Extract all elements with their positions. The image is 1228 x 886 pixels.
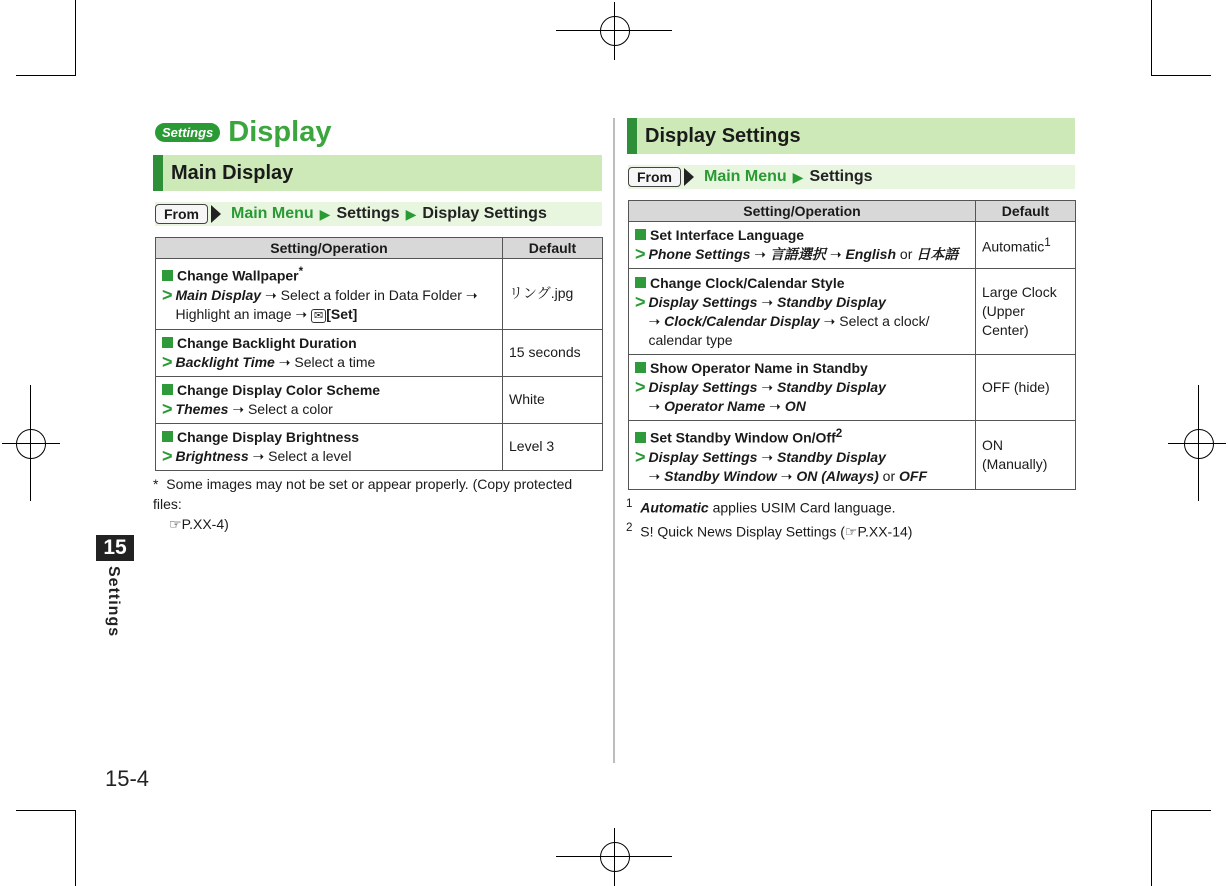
section-heading-main-display bbox=[153, 155, 602, 191]
step-text: Standby Display bbox=[776, 448, 886, 465]
section-bar bbox=[627, 118, 637, 154]
footnote-reference: P.XX-4) bbox=[181, 516, 229, 532]
chapter-label: Settings bbox=[105, 566, 122, 638]
registration-mark bbox=[1184, 429, 1214, 459]
section-title: Main Display bbox=[171, 161, 294, 184]
default-cell: ON (Manually) bbox=[976, 421, 1076, 490]
crop-mark bbox=[16, 810, 76, 811]
square-bullet-icon bbox=[635, 432, 646, 443]
from-path bbox=[155, 202, 602, 226]
operation-cell: Set Standby Window On/Off$^2$ > Display Settings ➝ Standby Display ➝ Standby Window ➝ ON (Always) or OFF bbox=[629, 421, 976, 490]
crop-mark bbox=[75, 810, 76, 886]
step-text: Standby Display bbox=[776, 293, 886, 310]
step-text: Select a color bbox=[247, 400, 333, 417]
from-path bbox=[628, 165, 1075, 189]
footnote-mark: 2 bbox=[835, 427, 843, 440]
crop-mark bbox=[75, 0, 76, 76]
table-row bbox=[156, 423, 603, 470]
square-bullet-icon bbox=[635, 362, 646, 373]
square-bullet-icon bbox=[162, 384, 173, 395]
triangle-right-icon: ▶ bbox=[405, 205, 417, 222]
registration-mark bbox=[600, 842, 630, 872]
footnote bbox=[153, 474, 603, 534]
square-bullet-icon bbox=[635, 229, 646, 240]
step-text: Select a level bbox=[268, 447, 352, 464]
footnote-bold: Automatic bbox=[640, 499, 709, 516]
table-row bbox=[629, 421, 1076, 490]
chapter-number: 15 bbox=[96, 535, 134, 561]
step-text: ON (Always) bbox=[796, 467, 879, 484]
step-text: 言語選択 bbox=[769, 246, 826, 262]
step-text: Standby Window bbox=[664, 467, 777, 484]
path-settings: Settings bbox=[809, 168, 873, 185]
step-text: Backlight Time bbox=[175, 353, 275, 370]
footnote-text: Some images may not be set or appear properly. (Copy protected files: bbox=[153, 476, 573, 512]
step-text: or bbox=[882, 467, 896, 484]
chevron-right-icon: > bbox=[162, 351, 173, 372]
step-text: Display Settings bbox=[648, 379, 758, 395]
step-text: Highlight an image bbox=[175, 305, 292, 322]
crop-mark bbox=[1151, 0, 1152, 76]
step-text: 日本語 bbox=[916, 246, 959, 262]
chevron-right-icon: > bbox=[162, 284, 173, 305]
square-bullet-icon bbox=[635, 277, 646, 288]
operation-title: Change Backlight Duration bbox=[177, 334, 357, 351]
step-text: Select a time bbox=[294, 353, 376, 370]
registration-mark bbox=[600, 16, 630, 46]
path-main-menu: Main Menu bbox=[231, 205, 314, 222]
footnote-mark: * bbox=[153, 476, 159, 492]
table-row bbox=[629, 355, 1076, 421]
default-cell: White bbox=[503, 376, 603, 423]
chevron-right-icon: > bbox=[162, 398, 173, 419]
arrow-right-icon bbox=[684, 168, 694, 186]
step-text: or bbox=[899, 246, 913, 262]
square-bullet-icon bbox=[162, 270, 173, 281]
column-divider bbox=[613, 118, 615, 763]
step-text: Select a clock/ bbox=[839, 312, 930, 329]
table-row bbox=[629, 222, 1076, 269]
step-text: Display Settings bbox=[648, 448, 758, 465]
step-text: English bbox=[845, 246, 897, 262]
operation-cell: Change Clock/Calendar Style > Display Settings ➝ Standby Display ➝ Clock/Calendar Display ➝ Select a clock/ calendar type bbox=[629, 269, 976, 355]
chevron-right-icon: > bbox=[162, 445, 173, 466]
step-text: Themes bbox=[175, 400, 229, 417]
from-label: From bbox=[155, 204, 208, 224]
footnote-mark: 2 bbox=[626, 520, 633, 534]
step-text: Phone Settings bbox=[648, 246, 751, 262]
operation-title: Change Clock/Calendar Style bbox=[650, 274, 845, 291]
column-header-default: Default bbox=[503, 238, 603, 259]
triangle-right-icon: ▶ bbox=[792, 168, 804, 185]
chevron-right-icon: > bbox=[635, 291, 646, 312]
operation-title: Show Operator Name in Standby bbox=[650, 360, 868, 376]
footnote-mark: 1 bbox=[1044, 236, 1051, 250]
chevron-right-icon: > bbox=[635, 377, 646, 397]
settings-badge: Settings bbox=[155, 123, 220, 142]
step-text: Standby Display bbox=[776, 379, 886, 395]
operation-cell: Change Display Brightness > Brightness ➝ Select a level bbox=[156, 423, 503, 470]
operation-cell: Set Interface Language > Phone Settings ➝ 言語選択 ➝ English or 日本語 bbox=[629, 222, 976, 269]
step-text: Clock/Calendar Display bbox=[664, 312, 820, 329]
mail-key-icon: ✉ bbox=[311, 309, 326, 323]
operation-title: Change Wallpaper bbox=[177, 267, 299, 284]
crop-mark bbox=[1151, 75, 1211, 76]
table-row bbox=[156, 259, 603, 330]
default-cell: Level 3 bbox=[503, 423, 603, 470]
reference-icon: ☞ bbox=[169, 516, 182, 532]
page-header bbox=[155, 116, 331, 149]
chevron-right-icon: > bbox=[635, 244, 646, 264]
operation-cell: Change Display Color Scheme > Themes ➝ Select a color bbox=[156, 376, 503, 423]
path-display-settings: Display Settings bbox=[422, 205, 547, 222]
crop-mark bbox=[1151, 810, 1152, 886]
step-text: Select a folder in Data Folder bbox=[280, 286, 462, 303]
page-title: Display bbox=[228, 116, 332, 148]
triangle-right-icon: ▶ bbox=[319, 205, 331, 222]
operation-title: Change Display Color Scheme bbox=[177, 381, 381, 398]
default-cell: OFF (hide) bbox=[976, 355, 1076, 421]
default-cell: Large Clock (Upper Center) bbox=[976, 269, 1076, 355]
step-text: OFF bbox=[899, 467, 928, 484]
table-row bbox=[629, 269, 1076, 355]
default-cell bbox=[976, 222, 1076, 269]
operation-title: Change Display Brightness bbox=[177, 428, 360, 445]
path-settings: Settings bbox=[336, 205, 400, 222]
reference-icon: ☞ bbox=[844, 523, 858, 540]
column-header-operation: Setting/Operation bbox=[629, 201, 976, 222]
operation-cell: Change Wallpaper* > Main Display ➝ Select a folder in Data Folder ➝ Highlight an image ➝ ✉ [Set] bbox=[156, 259, 503, 330]
table-row bbox=[156, 329, 603, 376]
path-main-menu: Main Menu bbox=[704, 168, 787, 185]
arrow-right-icon bbox=[211, 205, 221, 223]
step-text: Operator Name bbox=[664, 398, 766, 414]
operation-cell: Change Backlight Duration > Backlight Time ➝ Select a time bbox=[156, 329, 503, 376]
default-cell: 15 seconds bbox=[503, 329, 603, 376]
footnotes bbox=[626, 494, 1076, 541]
chevron-right-icon: > bbox=[635, 446, 646, 467]
step-text: Main Display bbox=[175, 286, 262, 303]
table-row bbox=[156, 376, 603, 423]
section-title: Display Settings bbox=[645, 124, 801, 147]
step-text: calendar type bbox=[648, 331, 733, 348]
settings-table bbox=[628, 200, 1076, 490]
operation-title: Set Standby Window On/Off bbox=[650, 429, 836, 446]
crop-mark bbox=[1151, 810, 1211, 811]
footnote-text: S! Quick News Display Settings ( bbox=[640, 523, 845, 540]
default-cell: リング.jpg bbox=[503, 259, 603, 330]
footnote-mark: 1 bbox=[626, 497, 633, 510]
crop-mark bbox=[16, 75, 76, 76]
operation-cell: Show Operator Name in Standby > Display Settings ➝ Standby Display ➝ Operator Name ➝ ON bbox=[629, 355, 976, 421]
column-header-default: Default bbox=[976, 201, 1076, 222]
footnote-text: applies USIM Card language. bbox=[712, 499, 896, 516]
section-bar bbox=[153, 155, 163, 191]
square-bullet-icon bbox=[162, 431, 173, 442]
registration-mark bbox=[16, 429, 46, 459]
operation-title: Set Interface Language bbox=[650, 227, 805, 243]
default-value: Automatic bbox=[982, 238, 1045, 255]
footnote-mark: * bbox=[298, 265, 304, 278]
square-bullet-icon bbox=[162, 337, 173, 348]
column-header-operation: Setting/Operation bbox=[156, 238, 503, 259]
step-text: Display Settings bbox=[648, 293, 758, 310]
footnote-reference: P.XX-14) bbox=[857, 523, 913, 540]
section-heading-display-settings bbox=[627, 118, 1075, 154]
step-text: Brightness bbox=[175, 447, 249, 464]
step-text: ON bbox=[784, 398, 806, 414]
from-label: From bbox=[628, 167, 681, 187]
page-number: 15-4 bbox=[105, 766, 150, 791]
settings-table bbox=[155, 237, 603, 471]
step-text: [Set] bbox=[326, 305, 358, 322]
